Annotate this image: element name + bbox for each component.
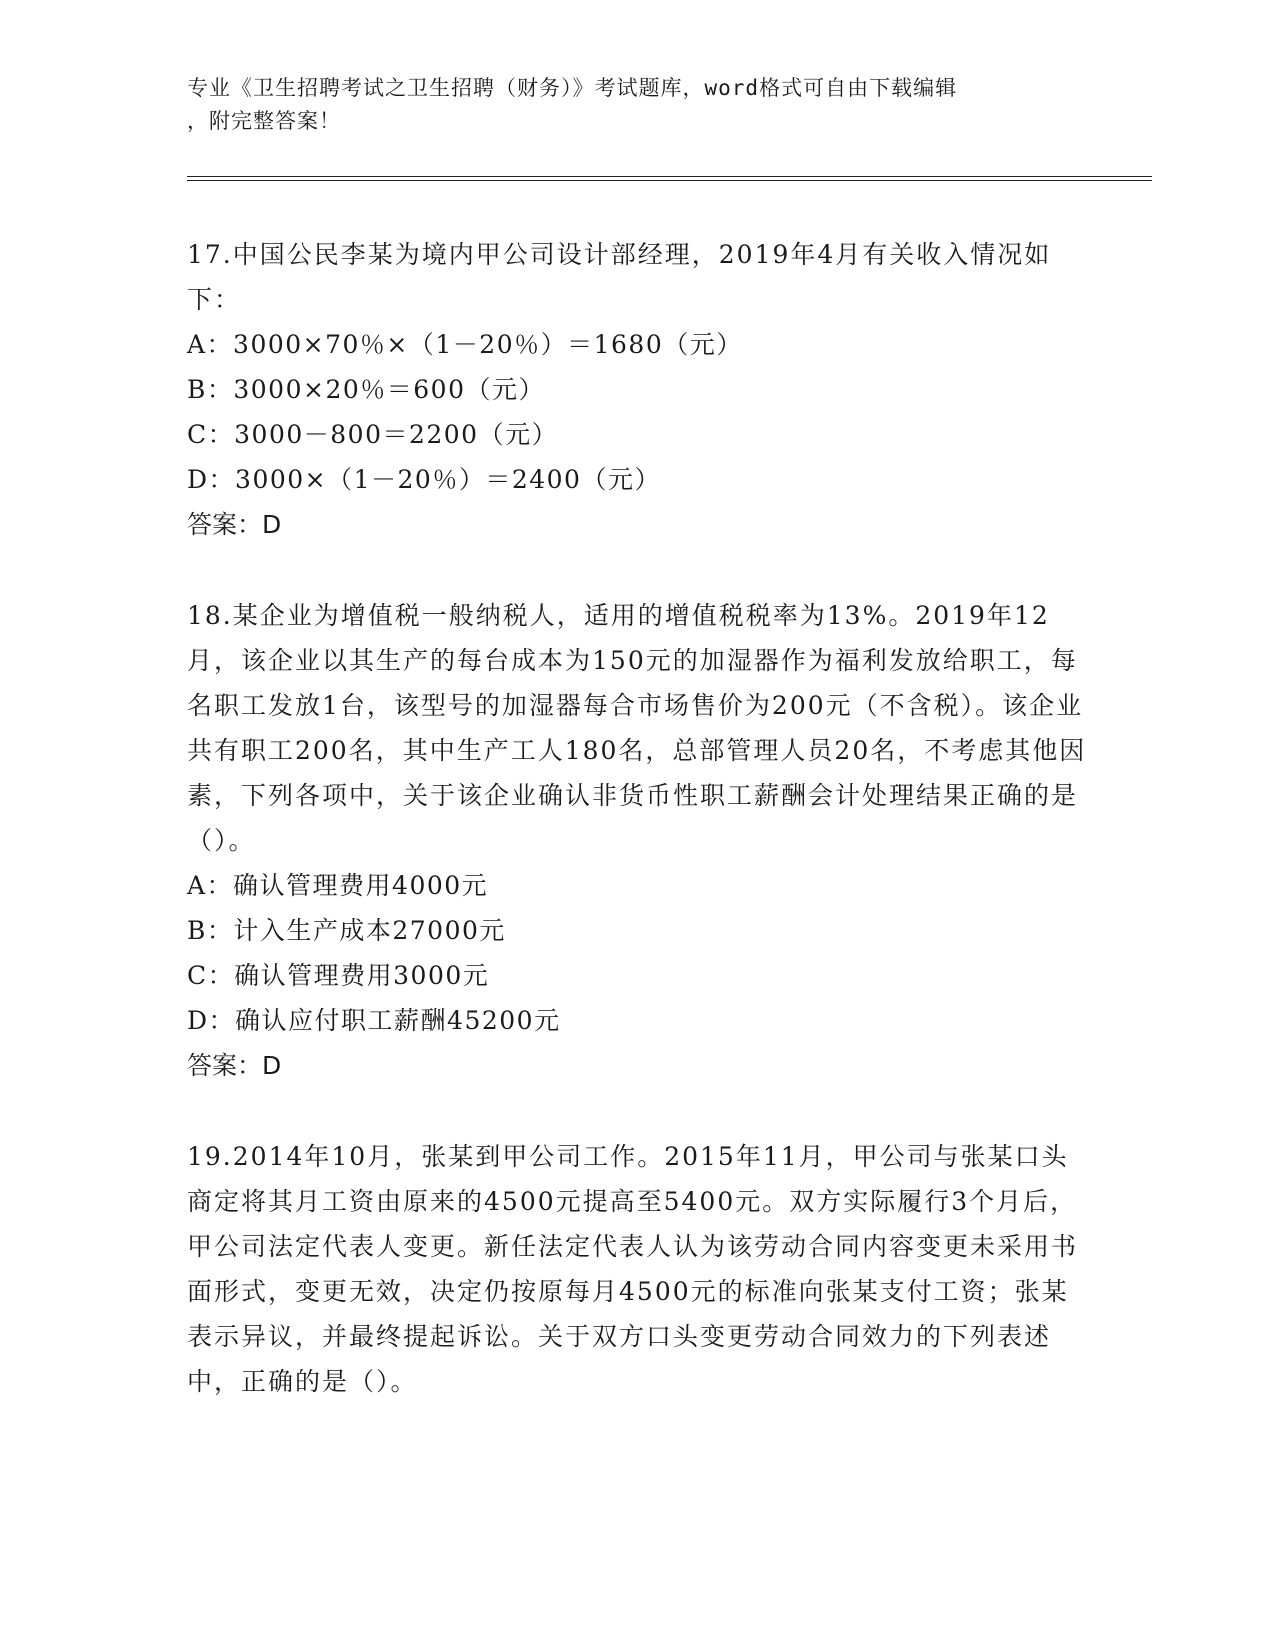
option-b: B：计入生产成本27000元 xyxy=(187,916,506,945)
header-line-2: ，附完整答案！ xyxy=(187,109,341,133)
option-list xyxy=(187,322,1087,502)
page-header xyxy=(187,72,1067,138)
answer-line: 答案：D xyxy=(187,510,282,539)
question-list xyxy=(187,232,1087,1450)
question-19 xyxy=(187,1134,1087,1404)
option-list xyxy=(187,863,1087,1043)
option-c: C：3000－800＝2200（元） xyxy=(187,420,559,449)
option-b: B：3000×20％＝600（元） xyxy=(187,375,545,404)
question-stem: 17.中国公民李某为境内甲公司设计部经理，2019年4月有关收入情况如下： xyxy=(187,240,1052,314)
question-18 xyxy=(187,593,1087,1088)
option-c: C：确认管理费用3000元 xyxy=(187,961,490,990)
question-stem: 18.某企业为增值税一般纳税人，适用的增值税税率为13%。2019年12月，该企业以其生产的每台成本为150元的加湿器作为福利发放给职工，每名职工发放1台，该型号的加湿器每合市场售价为200元（不含税）。该企业共有职工200名，其中生产工人180名，总部管理人员20名，不考虑其他因素，下列各项中，关于该企业确认非货币性职工薪酬会计处理结果正确的是（）。 xyxy=(187,601,1087,855)
option-d: D：3000×（1－20％）＝2400（元） xyxy=(187,465,661,494)
answer-line: 答案：D xyxy=(187,1051,282,1080)
option-d: D：确认应付职工薪酬45200元 xyxy=(187,1006,561,1035)
header-line-1: 专业《卫生招聘考试之卫生招聘（财务）》考试题库，word格式可自由下载编辑 xyxy=(187,76,958,100)
option-a: A：3000×70％×（1－20％）＝1680（元） xyxy=(187,330,743,359)
question-stem: 19.2014年10月，张某到甲公司工作。2015年11月，甲公司与张某口头商定将其月工资由原来的4500元提高至5400元。双方实际履行3个月后，甲公司法定代表人变更。新任法定代表人认为该劳动合同内容变更未采用书面形式，变更无效，决定仍按原每月4500元的标准向张某支付工资；张某表示异议，并最终提起诉讼。关于双方口头变更劳动合同效力的下列表述中，正确的是（）。 xyxy=(187,1142,1079,1396)
header-divider xyxy=(187,176,1152,181)
option-a: A：确认管理费用4000元 xyxy=(187,871,489,900)
question-17 xyxy=(187,232,1087,547)
